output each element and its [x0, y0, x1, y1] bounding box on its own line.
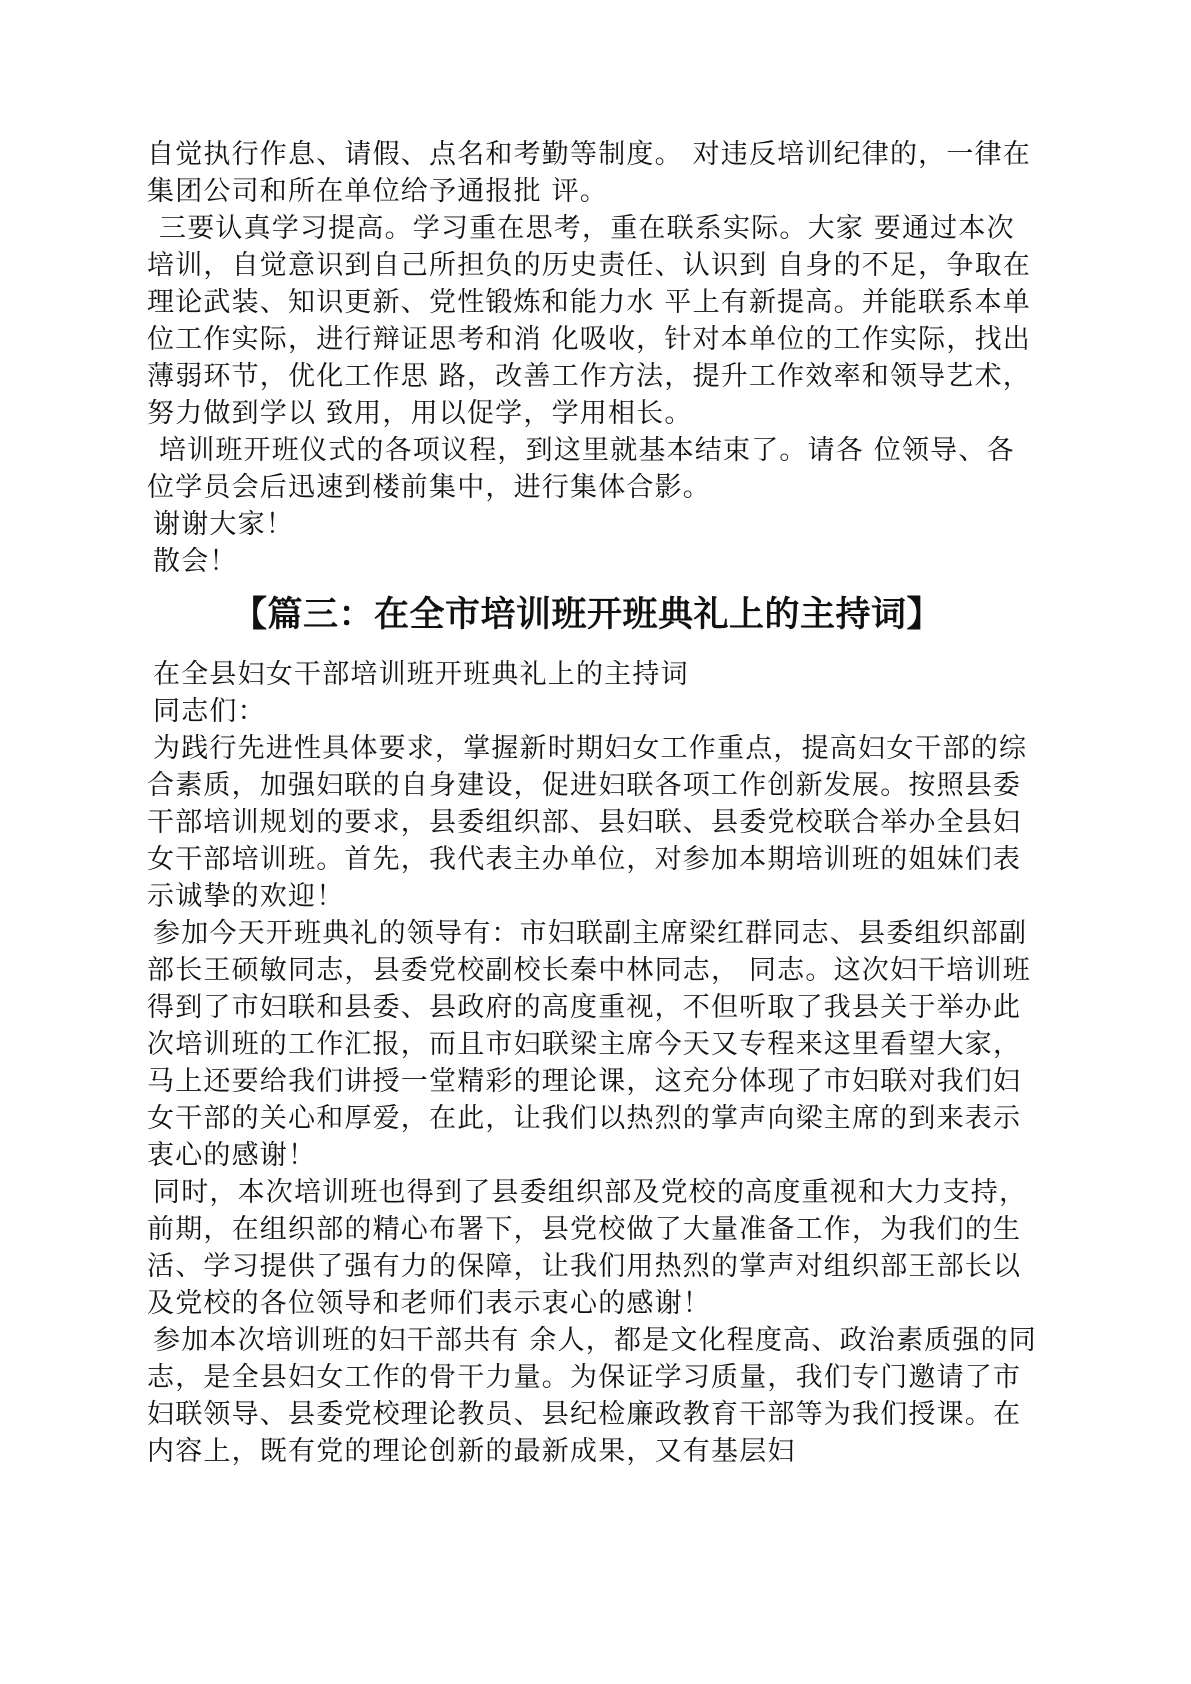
paragraph-study-requirement: 三要认真学习提高。学习重在思考，重在联系实际。大家 要通过本次培训，自觉意识到自己所担负的历史责任、认识到 自身的不足，争取在理论武装、知识更新、党性锻炼和能力水 平上有新提高。并能联系本单位工作实际，进行辩证思考和消 化吸收，针对本单位的工作实际，找出薄弱环节，优化工作思 路，改善工作方法，提升工作效率和领导艺术，努力做到学以 致用，用以促学，学用相长。	[147, 213, 1031, 429]
document-body	[147, 136, 1037, 1470]
paragraph-thanks: 谢谢大家！	[153, 509, 294, 540]
paragraph-ceremony-end: 培训班开班仪式的各项议程，到这里就基本结束了。请各 位领导、各位学员会后迅速到楼前集中，进行集体合影。	[147, 435, 1015, 503]
paragraph-discipline: 自觉执行作息、请假、点名和考勤等制度。 对违反培训纪律的，一律在集团公司和所在单位给予通报批 评。	[147, 139, 1031, 207]
section-title: 【篇三：在全市培训班开班典礼上的主持词】	[231, 594, 942, 635]
paragraph-purpose: 为践行先进性具体要求，掌握新时期妇女工作重点，提高妇女干部的综合素质，加强妇联的自身建设，促进妇联各项工作创新发展。按照县委干部培训规划的要求，县委组织部、县妇联、县委党校联合举办全县妇女干部培训班。首先，我代表主办单位，对参加本期培训班的姐妹们表示诚挚的欢迎！	[147, 733, 1028, 912]
paragraph-adjourn: 散会！	[153, 546, 238, 577]
paragraph-support: 同时，本次培训班也得到了县委组织部及党校的高度重视和大力支持，前期，在组织部的精心布署下，县党校做了大量准备工作，为我们的生活、学习提供了强有力的保障，让我们用热烈的掌声对组织部王部长以及党校的各位领导和老师们表示衷心的感谢！	[147, 1177, 1028, 1319]
paragraph-participants: 参加本次培训班的妇干部共有 余人，都是文化程度高、政治素质强的同志，是全县妇女工作的骨干力量。为保证学习质量，我们专门邀请了市妇联领导、县委党校理论教员、县纪检廉政教育干部等为我们授课。在内容上，既有党的理论创新的最新成果，又有基层妇	[147, 1325, 1037, 1467]
paragraph-leaders: 参加今天开班典礼的领导有：市妇联副主席梁红群同志、县委组织部副部长王硕敏同志，县委党校副校长秦中林同志， 同志。这次妇干培训班得到了市妇联和县委、县政府的高度重视，不但听取了我县关于举办此次培训班的工作汇报，而且市妇联梁主席今天又专程来这里看望大家，马上还要给我们讲授一堂精彩的理论课，这充分体现了市妇联对我们妇女干部的关心和厚爱，在此，让我们以热烈的掌声向梁主席的到来表示衷心的感谢！	[147, 918, 1031, 1171]
paragraph-salutation: 同志们：	[153, 696, 266, 727]
paragraph-subtitle: 在全县妇女干部培训班开班典礼上的主持词	[153, 659, 689, 690]
